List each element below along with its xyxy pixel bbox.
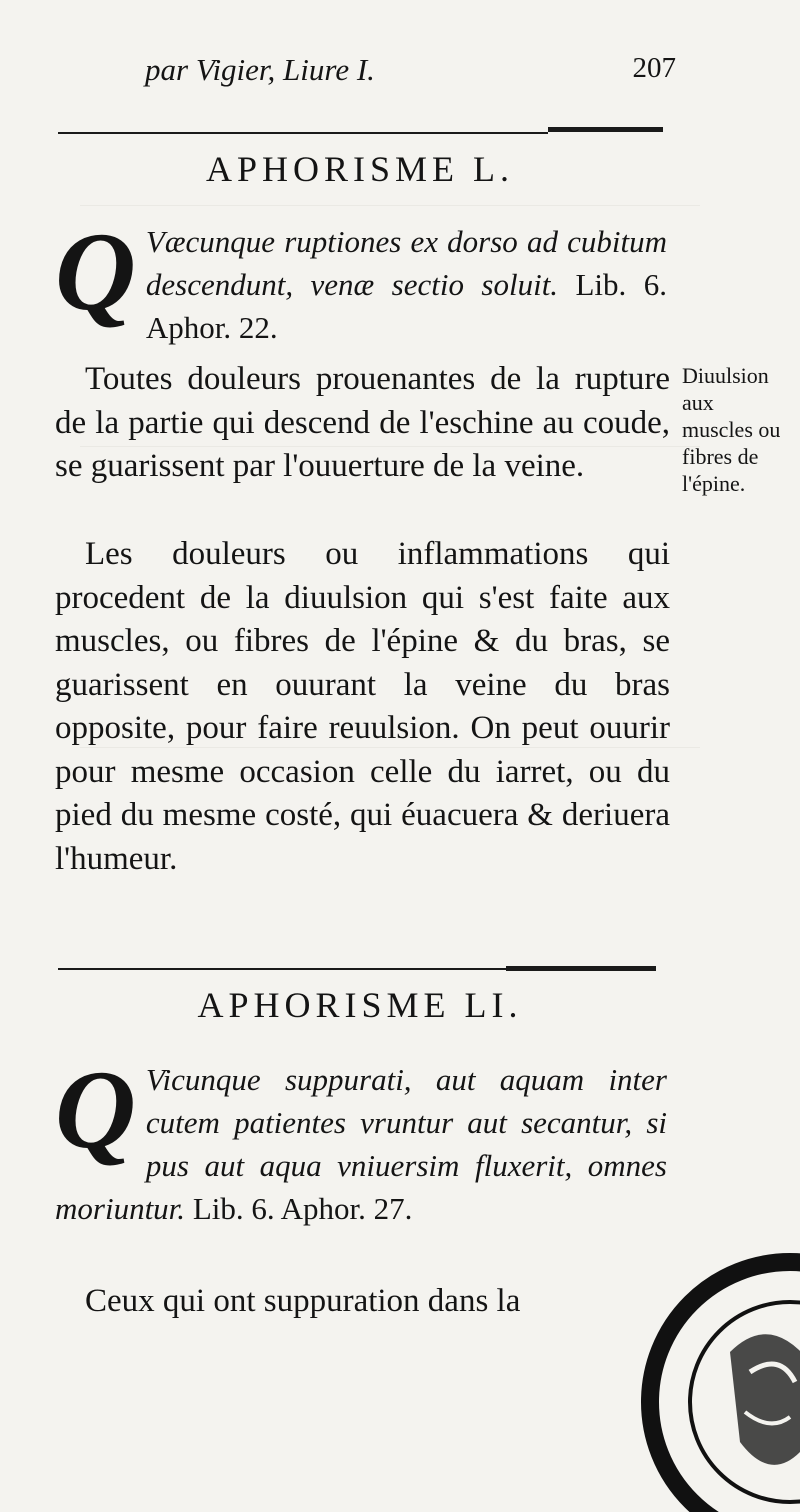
latin-text: Væcunque ruptiones ex dorso ad cubitum descendunt, venæ sectio soluit. xyxy=(145,224,667,302)
dropcap: Q xyxy=(55,210,136,334)
latin-reference: Lib. 6. Aphor. 27. xyxy=(192,1191,413,1226)
page-header xyxy=(145,52,676,92)
section-rule-thick xyxy=(506,966,656,971)
aphorism-51-paragraph-1: Ceux qui ont suppuration dans la xyxy=(85,1283,521,1319)
aphorism-50-title: APHORISME L. xyxy=(205,149,515,189)
page-number: 207 xyxy=(632,52,676,84)
header-rule-thick xyxy=(548,127,663,132)
latin-reference: Lib. 6. Aphor. 22. xyxy=(145,267,667,345)
aphorism-51-title: APHORISME LI. xyxy=(197,985,523,1025)
latin-text: Vicunque suppurati, aut aquam inter cutem patientes vruntur aut secantur, si pus aut aqua vniuersim fluxerit, omnes moriuntur. xyxy=(55,1062,667,1226)
running-head: par Vigier, Liure I. xyxy=(145,52,375,87)
library-stamp xyxy=(620,1232,800,1512)
dropcap: Q xyxy=(55,1048,136,1172)
aphorism-51-latin xyxy=(55,1048,667,1230)
aphorism-50-paragraph-1: Toutes douleurs prouenantes de la rupture de la partie qui descend de l'eschine au coude, se guarissent par l'ouuerture de la veine. xyxy=(55,361,670,484)
header-rule xyxy=(58,132,548,134)
section-rule xyxy=(58,968,506,970)
margin-note: Diuulsion aux muscles ou fibres de l'épine. xyxy=(682,363,781,496)
aphorism-50-paragraph-2: Les douleurs ou inflammations qui procedent de la diuulsion qui s'est faite aux muscles, ou fibres de l'épine & du bras, se guarissent en ouurant la veine du bras opposite, pour faire reuulsion. On peut ouurir pour mesme occasion celle du iarret, ou du pied du mesme costé, qui éuacuera & deriuera l'humeur. xyxy=(55,536,670,877)
aphorism-50-latin xyxy=(55,210,667,349)
